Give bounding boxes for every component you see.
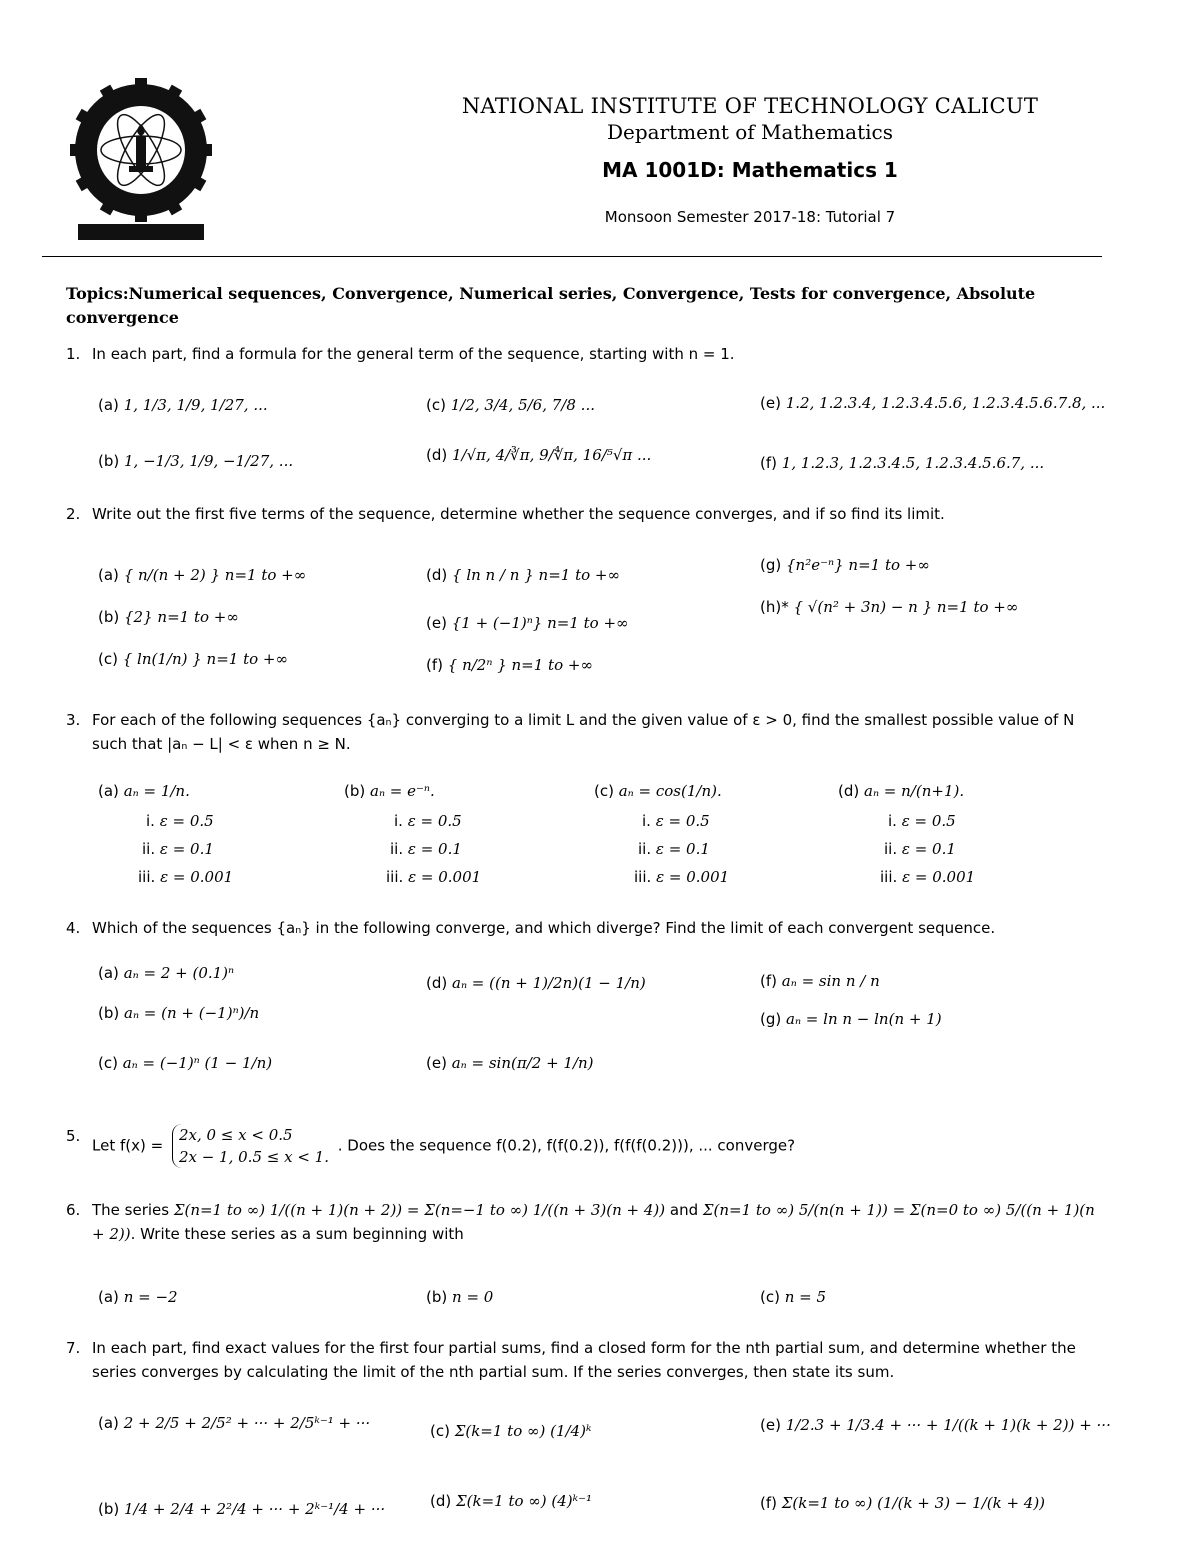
q3c-sub-iii	[634, 868, 729, 886]
q1-part-d	[426, 446, 651, 464]
case-line: 2x − 1, 0.5 ≤ x < 1.	[178, 1148, 329, 1166]
subpart-expr: ε = 0.001	[160, 868, 234, 886]
case-line: 2x, 0 ≤ x < 0.5	[178, 1126, 293, 1144]
part-expr: 1/4 + 2/4 + 2²/4 + ··· + 2ᵏ⁻¹/4 + ···	[124, 1500, 386, 1518]
q6-part-c	[760, 1288, 826, 1306]
part-expr: 1, 1.2.3, 1.2.3.4.5, 1.2.3.4.5.6.7, ...	[781, 454, 1045, 472]
part-expr: 1, 1/3, 1/9, 1/27, ...	[123, 396, 268, 414]
part-label: (e)	[760, 1416, 781, 1434]
subpart-expr: ε = 0.5	[901, 812, 956, 830]
part-expr: aₙ = ln n − ln(n + 1)	[786, 1010, 942, 1028]
part-expr: { √(n² + 3n) − n } n=1 to +∞	[793, 598, 1019, 616]
subpart-label: ii.	[390, 840, 404, 858]
q3a-sub-ii	[142, 840, 214, 858]
part-label: (b)	[98, 1004, 120, 1022]
part-expr: n = −2	[123, 1288, 178, 1306]
part-expr: Σ(k=1 to ∞) (1/4)ᵏ	[454, 1422, 592, 1440]
subpart-label: ii.	[638, 840, 652, 858]
part-label: (f)	[426, 656, 443, 674]
q2-part-d	[426, 566, 620, 584]
question-2	[66, 502, 1106, 526]
q2-part-a	[98, 566, 306, 584]
q4-part-c	[98, 1054, 272, 1072]
topics-label: Topics:	[66, 284, 129, 303]
q4-part-a	[98, 964, 234, 982]
subpart-label: iii.	[138, 868, 156, 886]
subpart-expr: ε = 0.1	[901, 840, 956, 858]
subpart-expr: ε = 0.5	[159, 812, 214, 830]
part-expr: aₙ = (n + (−1)ⁿ)/n	[124, 1004, 260, 1022]
part-expr: aₙ = ((n + 1)/2n)(1 − 1/n)	[452, 974, 646, 992]
part-expr: n = 0	[452, 1288, 494, 1306]
q3a-sub-i	[146, 812, 214, 830]
part-label: (c)	[594, 782, 614, 800]
part-label: (d)	[838, 782, 860, 800]
part-expr: { ln n / n } n=1 to +∞	[452, 566, 620, 584]
part-expr: n = 5	[784, 1288, 827, 1306]
part-expr: 2 + 2/5 + 2/5² + ··· + 2/5ᵏ⁻¹ + ···	[123, 1414, 371, 1432]
part-expr: aₙ = cos(1/n).	[618, 782, 722, 800]
q7-part-d	[430, 1492, 592, 1510]
q6-part-b	[426, 1288, 493, 1306]
q7-part-c	[430, 1422, 591, 1440]
part-label: (a)	[98, 1288, 119, 1306]
part-label: (c)	[430, 1422, 450, 1440]
part-label: (f)	[760, 1494, 777, 1512]
subpart-expr: ε = 0.001	[902, 868, 976, 886]
part-expr: aₙ = 2 + (0.1)ⁿ	[123, 964, 235, 982]
question-text: In each part, find exact values for the first four partial sums, find a closed form for the nth partial sum, and determine whether the series converges by calculating the limit of the nth partial sum. If the series converges, then state its sum.	[92, 1339, 1076, 1381]
q7-part-a	[98, 1414, 370, 1432]
part-expr: {2} n=1 to +∞	[124, 608, 239, 626]
q4-part-g	[760, 1010, 942, 1028]
part-label: (e)	[426, 614, 447, 632]
subpart-label: i.	[642, 812, 651, 830]
q7-part-e	[760, 1416, 1111, 1434]
q3-part-c	[594, 782, 722, 800]
question-3	[66, 708, 1106, 756]
q7-part-b	[98, 1500, 385, 1518]
part-expr: { ln(1/n) } n=1 to +∞	[122, 650, 288, 668]
topics-line	[66, 282, 1102, 330]
part-expr: aₙ = sin(π/2 + 1/n)	[451, 1054, 594, 1072]
part-label: (b)	[98, 608, 120, 626]
part-label: (b)	[98, 452, 120, 470]
subpart-expr: ε = 0.001	[656, 868, 730, 886]
q1-part-a	[98, 396, 268, 414]
part-expr: aₙ = sin n / n	[781, 972, 880, 990]
q6-part-a	[98, 1288, 178, 1306]
subpart-label: i.	[146, 812, 155, 830]
question-number: 1.	[66, 345, 81, 363]
question-text: Write out the first five terms of the sequence, determine whether the sequence converges, and if so find its limit.	[92, 505, 945, 523]
question-number: 2.	[66, 505, 81, 523]
q1-part-c	[426, 396, 595, 414]
part-expr: aₙ = 1/n.	[123, 782, 190, 800]
part-expr: 1/2.3 + 1/3.4 + ··· + 1/((k + 1)(k + 2)) + ···	[785, 1416, 1111, 1434]
q3-part-d	[838, 782, 964, 800]
question-number: 4.	[66, 919, 81, 937]
q5-cases	[172, 1124, 329, 1168]
part-label: (c)	[98, 650, 118, 668]
part-expr: { n/2ⁿ } n=1 to +∞	[447, 656, 593, 674]
q3b-sub-ii	[390, 840, 462, 858]
q6-expr1: Σ(n=1 to ∞) 1/((n + 1)(n + 2)) = Σ(n=−1 to ∞) 1/((n + 3)(n + 4))	[173, 1201, 666, 1219]
q3c-sub-ii	[638, 840, 710, 858]
q3d-sub-ii	[884, 840, 956, 858]
question-7	[66, 1336, 1106, 1384]
part-label: (d)	[426, 566, 448, 584]
part-expr: 1, −1/3, 1/9, −1/27, ...	[124, 452, 294, 470]
part-expr: aₙ = n/(n+1).	[864, 782, 965, 800]
q2-part-c	[98, 650, 288, 668]
subpart-expr: ε = 0.5	[655, 812, 710, 830]
subpart-label: i.	[394, 812, 403, 830]
q3d-sub-i	[888, 812, 956, 830]
question-6	[66, 1198, 1106, 1246]
q6-body	[92, 1198, 1106, 1246]
q3c-sub-i	[642, 812, 710, 830]
part-label: (b)	[426, 1288, 448, 1306]
question-number: 7.	[66, 1339, 81, 1357]
institute-logo	[70, 76, 212, 244]
q3-part-b	[344, 782, 435, 800]
question-number: 6.	[66, 1201, 81, 1219]
part-expr: aₙ = e⁻ⁿ.	[370, 782, 435, 800]
topics-text: Numerical sequences, Convergence, Numerical series, Convergence, Tests for convergence, Absolute convergence	[66, 284, 1036, 327]
part-expr: Σ(k=1 to ∞) (1/(k + 3) − 1/(k + 4))	[781, 1494, 1046, 1512]
part-label: (g)	[760, 556, 782, 574]
subpart-label: i.	[888, 812, 897, 830]
q3b-sub-iii	[386, 868, 481, 886]
subpart-label: ii.	[142, 840, 156, 858]
part-label: (h)*	[760, 598, 789, 616]
q1-part-b	[98, 452, 293, 470]
question-5	[66, 1124, 1106, 1168]
q3b-sub-i	[394, 812, 462, 830]
part-label: (c)	[98, 1054, 118, 1072]
department-name: Department of Mathematics	[606, 120, 893, 144]
part-label: (b)	[98, 1500, 120, 1518]
q7-part-f	[760, 1494, 1045, 1512]
question-number: 3.	[66, 711, 81, 729]
part-expr: aₙ = (−1)ⁿ (1 − 1/n)	[122, 1054, 273, 1072]
part-label: (a)	[98, 1414, 119, 1432]
part-expr: {1 + (−1)ⁿ} n=1 to +∞	[451, 614, 629, 632]
q4-part-f	[760, 972, 880, 990]
semester-line: Monsoon Semester 2017-18: Tutorial 7	[604, 208, 896, 226]
subpart-expr: ε = 0.1	[407, 840, 462, 858]
question-text: In each part, find a formula for the general term of the sequence, starting with n = 1.	[92, 345, 735, 363]
q3d-sub-iii	[880, 868, 975, 886]
q4-part-e	[426, 1054, 594, 1072]
question-text: For each of the following sequences {aₙ} converging to a limit L and the given value of ε > 0, find the smallest possible value of N such that |aₙ − L| < ε when n ≥ N.	[92, 711, 1075, 753]
subpart-label: iii.	[634, 868, 652, 886]
subpart-label: iii.	[386, 868, 404, 886]
part-expr: { n/(n + 2) } n=1 to +∞	[123, 566, 307, 584]
part-expr: 1.2, 1.2.3.4, 1.2.3.4.5.6, 1.2.3.4.5.6.7.8, ...	[785, 394, 1106, 412]
part-expr: {n²e⁻ⁿ} n=1 to +∞	[786, 556, 930, 574]
q2-part-b	[98, 608, 239, 626]
part-expr: Σ(k=1 to ∞) (4)ᵏ⁻¹	[456, 1492, 593, 1510]
question-1	[66, 342, 1106, 366]
part-expr: 1/2, 3/4, 5/6, 7/8 ...	[450, 396, 595, 414]
q5-text-after: . Does the sequence f(0.2), f(f(0.2)), f(f(f(0.2))), ... converge?	[337, 1136, 796, 1155]
institute-name: NATIONAL INSTITUTE OF TECHNOLOGY CALICUT	[461, 94, 1039, 118]
part-label: (a)	[98, 964, 119, 982]
header-divider	[42, 256, 1102, 257]
part-label: (f)	[760, 972, 777, 990]
q3-part-a	[98, 782, 190, 800]
part-label: (e)	[426, 1054, 447, 1072]
q4-part-d	[426, 974, 646, 992]
q2-part-h	[760, 598, 1018, 616]
part-label: (d)	[426, 446, 448, 464]
q2-part-e	[426, 614, 629, 632]
part-label: (a)	[98, 396, 119, 414]
course-title: MA 1001D: Mathematics 1	[602, 158, 898, 182]
part-label: (c)	[760, 1288, 780, 1306]
part-expr: 1/√π, 4/∛π, 9/∜π, 16/⁵√π ...	[452, 446, 652, 464]
question-4	[66, 916, 1106, 940]
subpart-expr: ε = 0.1	[159, 840, 214, 858]
part-label: (b)	[344, 782, 366, 800]
part-label: (a)	[98, 782, 119, 800]
part-label: (a)	[98, 566, 119, 584]
q2-part-g	[760, 556, 930, 574]
question-number: 5.	[66, 1127, 81, 1145]
part-label: (f)	[760, 454, 777, 472]
subpart-expr: ε = 0.001	[408, 868, 482, 886]
part-label: (c)	[426, 396, 446, 414]
q6-text-before: The series	[92, 1201, 170, 1219]
subpart-expr: ε = 0.5	[407, 812, 462, 830]
q3a-sub-iii	[138, 868, 233, 886]
q2-part-f	[426, 656, 593, 674]
question-text: Which of the sequences {aₙ} in the following converge, and which diverge? Find the limit of each convergent sequence.	[92, 919, 996, 937]
part-label: (e)	[760, 394, 781, 412]
q6-and: and	[669, 1201, 699, 1219]
part-label: (d)	[426, 974, 448, 992]
part-label: (d)	[430, 1492, 452, 1510]
q1-part-f	[760, 454, 1044, 472]
q5-text-before: Let f(x) =	[92, 1136, 164, 1155]
q1-part-e	[760, 394, 1105, 412]
q5-body	[92, 1124, 1106, 1168]
part-label: (g)	[760, 1010, 782, 1028]
q6-text-after: . Write these series as a sum beginning with	[130, 1225, 464, 1243]
subpart-label: iii.	[880, 868, 898, 886]
subpart-expr: ε = 0.1	[655, 840, 710, 858]
q4-part-b	[98, 1004, 259, 1022]
q6-expr2: Σ(n=1 to ∞) 5/(n(n + 1)) = Σ(n=0 to ∞) 5/((n + 1)(n + 2))	[92, 1201, 1095, 1243]
subpart-label: ii.	[884, 840, 898, 858]
